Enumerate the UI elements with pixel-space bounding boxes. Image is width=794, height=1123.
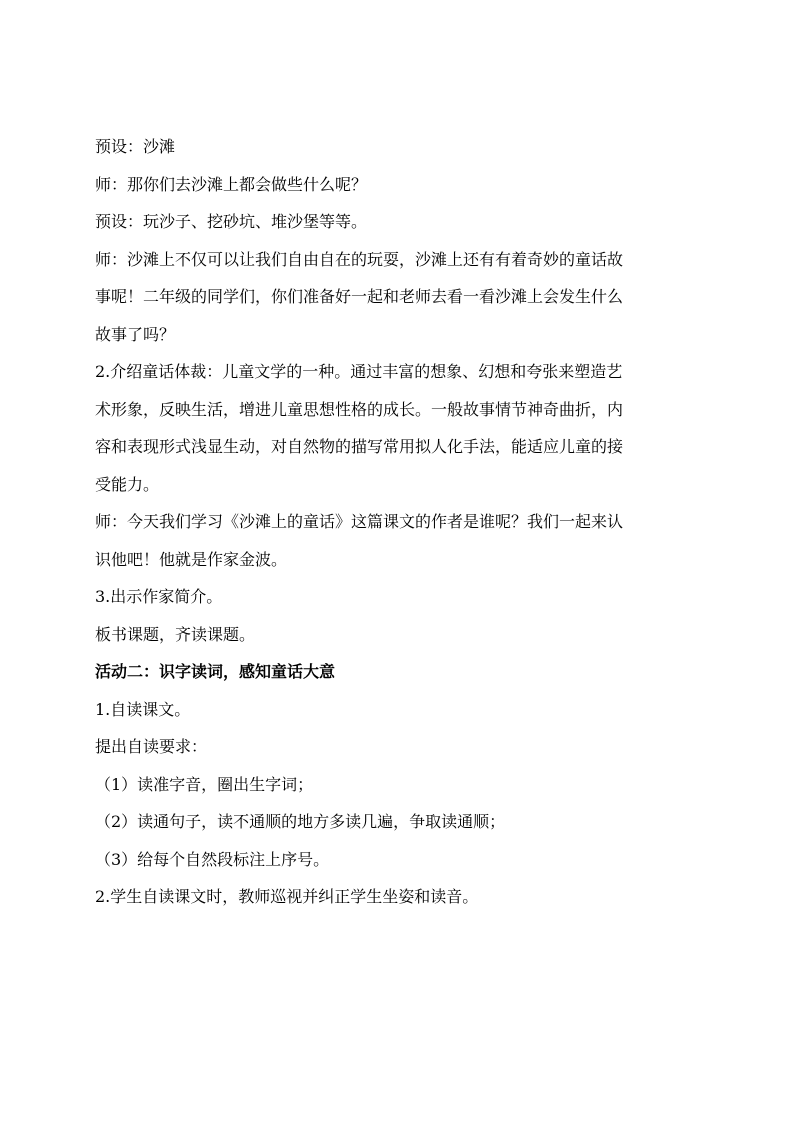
- paragraph-line: 受能力。: [95, 474, 160, 494]
- paragraph-line: 术形象，反映生活，增进儿童思想性格的成长。一般故事情节神奇曲折，内: [95, 399, 624, 419]
- section-heading: 活动二：识字读词，感知童话大意: [95, 662, 336, 681]
- paragraph-line: 1.自读课文。: [95, 699, 191, 719]
- paragraph-line: 2.介绍童话体裁：儿童文学的一种。通过丰富的想象、幻想和夸张来塑造艺: [95, 362, 623, 381]
- paragraph-line: 师：今天我们学习《沙滩上的童话》这篇课文的作者是谁呢？我们一起来认: [95, 512, 624, 531]
- paragraph-line: 2.学生自读课文时，教师巡视并纠正学生坐姿和读音。: [95, 887, 479, 906]
- document-body: [95, 128, 725, 916]
- paragraph-line: 事呢！二年级的同学们，你们准备好一起和老师去看一看沙滩上会发生什么: [95, 287, 624, 306]
- paragraph-line: 预设：玩沙子、挖砂坑、堆沙堡等等。: [95, 212, 368, 231]
- paragraph-line: 识他吧！他就是作家金波。: [95, 549, 288, 569]
- paragraph-line: 3.出示作家简介。: [95, 587, 223, 606]
- paragraph-line: 提出自读要求：: [95, 737, 208, 756]
- list-item: （2）读通句子，读不通顺的地方多读几遍，争取读通顺；: [95, 812, 506, 831]
- paragraph-line: 师：那你们去沙滩上都会做些什么呢？: [95, 174, 368, 194]
- paragraph-line: 师：沙滩上不仅可以让我们自由自在的玩耍，沙滩上还有有着奇妙的童话故: [95, 249, 624, 269]
- list-item: （3）给每个自然段标注上序号。: [95, 849, 330, 869]
- list-item: （1）读准字音，圈出生字词；: [95, 774, 314, 794]
- paragraph-line: 预设：沙滩: [95, 137, 176, 156]
- paragraph-line: 容和表现形式浅显生动，对自然物的描写常用拟人化手法，能适应儿童的接: [95, 437, 624, 456]
- paragraph-line: 板书课题，齐读课题。: [95, 624, 256, 644]
- paragraph-line: 故事了吗？: [95, 324, 176, 344]
